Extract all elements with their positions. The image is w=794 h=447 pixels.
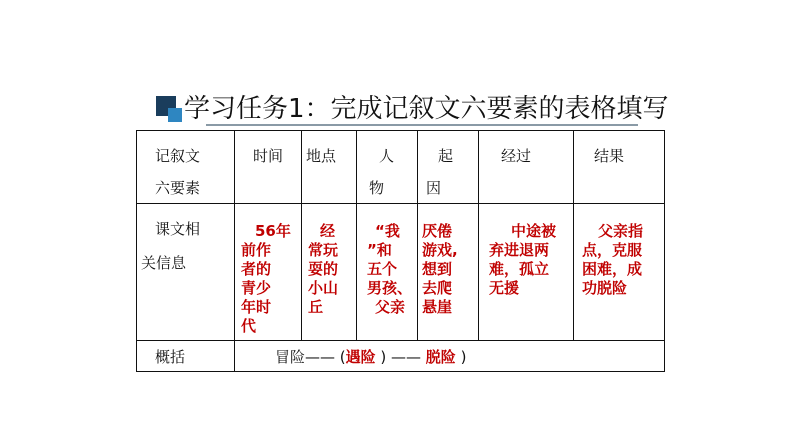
time-value: 56年 前作 者的 青少 年时 代	[241, 222, 291, 335]
header-label-a: 记叙文	[155, 147, 201, 165]
process-value-cell	[479, 204, 574, 341]
info-label-a: 课文相	[155, 220, 201, 238]
cause-value-cell	[418, 204, 479, 341]
process-value: 中途被 弃进退两 难，孤立 无援	[489, 222, 557, 297]
people-value-cell	[357, 204, 418, 341]
place-value: 经 常玩 耍的 小山 丘	[308, 222, 339, 316]
result-value-cell	[574, 204, 665, 341]
result-value: 父亲指 点，克服 困难，成 功脱险	[582, 222, 644, 297]
title-underline	[206, 124, 638, 126]
header-cause-cell	[418, 131, 479, 204]
header-place-cell	[302, 131, 357, 204]
cause-value: 厌倦 游戏, 想到 去爬 悬崖	[422, 222, 458, 316]
summary-label-cell	[137, 341, 235, 372]
header-result: 结果	[594, 147, 625, 165]
header-row	[137, 131, 665, 204]
summary-label: 概括	[155, 348, 186, 366]
page-title: 学习任务1：完成记叙文六要素的表格填写	[184, 94, 669, 124]
time-value-cell	[235, 204, 302, 341]
header-people-b: 物	[369, 179, 385, 197]
header-cause-a: 起	[438, 147, 454, 165]
summary-value-cell	[235, 341, 665, 372]
header-label-b: 六要素	[155, 179, 201, 197]
summary-close: )	[455, 348, 467, 366]
title-bullet-light	[168, 108, 182, 122]
info-label-b: 关信息	[141, 254, 187, 272]
summary-answer-1: 遇险	[345, 348, 376, 366]
place-value-cell	[302, 204, 357, 341]
header-people-cell	[357, 131, 418, 204]
header-process-cell	[479, 131, 574, 204]
summary-text	[275, 346, 466, 367]
header-time-cell	[235, 131, 302, 204]
people-value: “我 ”和 五个 男孩、 父亲	[367, 222, 413, 316]
summary-row	[137, 341, 665, 372]
header-process: 经过	[501, 147, 532, 165]
info-row	[137, 204, 665, 341]
summary-prefix: 冒险—— (	[275, 348, 346, 366]
six-elements-table	[136, 130, 665, 372]
header-result-cell	[574, 131, 665, 204]
summary-answer-2: 脱险	[425, 348, 456, 366]
header-cause-b: 因	[426, 179, 442, 197]
header-place: 地点	[306, 147, 337, 165]
summary-separator: ) ——	[375, 348, 426, 366]
info-label-cell	[137, 204, 235, 341]
header-label-cell	[137, 131, 235, 204]
header-time: 时间	[253, 147, 284, 165]
header-people-a: 人	[379, 147, 395, 165]
